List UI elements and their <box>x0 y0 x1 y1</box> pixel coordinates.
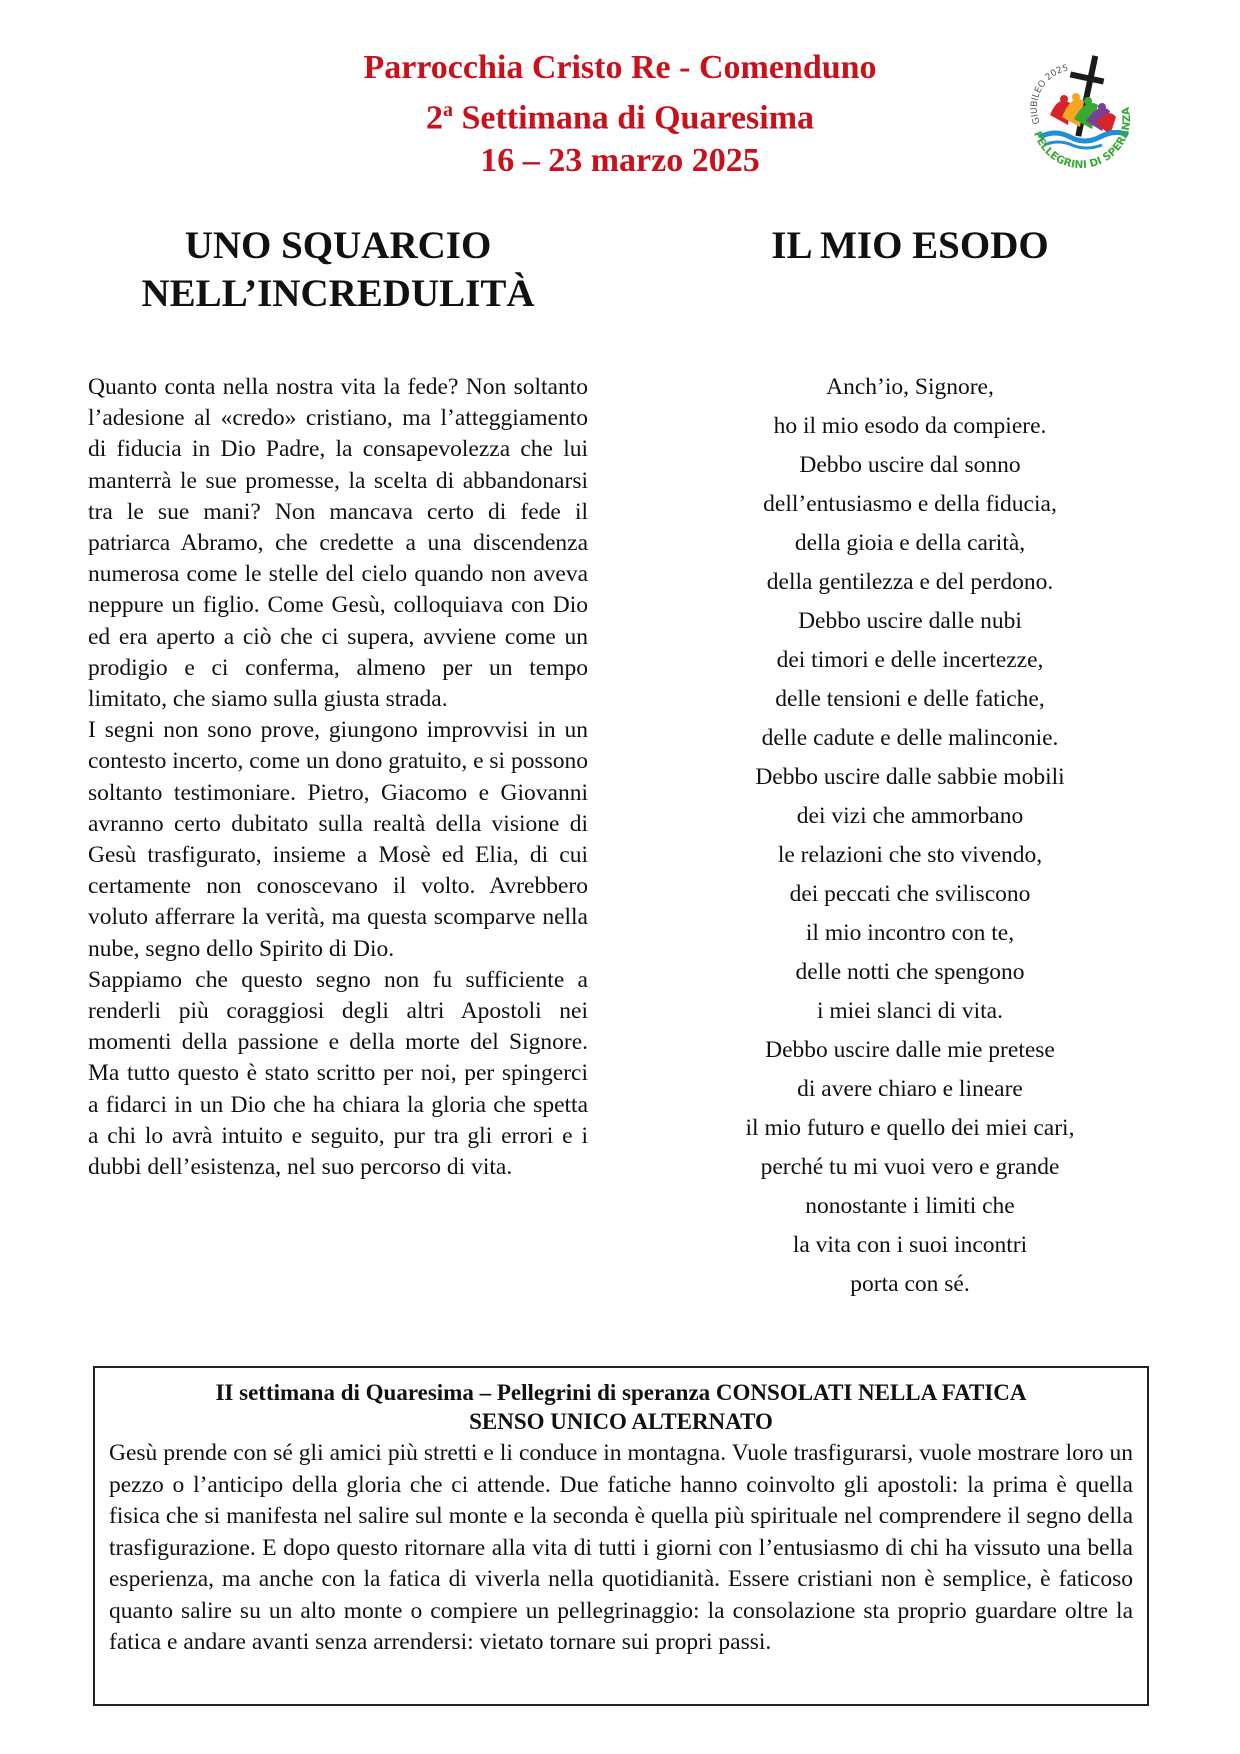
poem-line: ho il mio esodo da compiere. <box>773 413 1047 439</box>
poem-line: dell’entusiasmo e della fiducia, <box>763 491 1057 517</box>
poem-line: il mio incontro con te, <box>805 920 1015 946</box>
poem-line: il mio futuro e quello dei miei cari, <box>745 1115 1075 1141</box>
poem-line: Debbo uscire dalle nubi <box>798 608 1022 634</box>
poem-title: IL MIO ESODO <box>771 224 1049 267</box>
reflection-title-line1: II settimana di Quaresima – Pellegrini di speranza CONSOLATI NELLA FATICA <box>215 1380 1027 1405</box>
reflection-box <box>93 1366 1149 1706</box>
poem-line: delle notti che spengono <box>795 959 1025 985</box>
poem-line: i miei slanci di vita. <box>816 998 1003 1024</box>
poem-line: perché tu mi vuoi vero e grande <box>760 1154 1060 1180</box>
week-number: 2 <box>425 99 443 137</box>
jubilee-logo <box>1010 45 1140 175</box>
poem-line: dei peccati che sviliscono <box>789 881 1031 907</box>
poem-line: delle tensioni e delle fatiche, <box>775 686 1045 712</box>
poem-line: dei timori e delle incertezze, <box>776 647 1044 673</box>
logo-motto-text: PELLEGRINI DI SPERANZA <box>1031 106 1134 172</box>
left-column <box>88 222 588 1183</box>
left-article-title <box>88 222 588 318</box>
poem-line: Debbo uscire dalle sabbie mobili <box>755 764 1065 790</box>
poem-line: dei vizi che ammorbano <box>796 803 1024 829</box>
left-article-body <box>88 372 588 1183</box>
poem-line: della gioia e della carità, <box>794 530 1026 556</box>
parish-name: Parrocchia Cristo Re - Comenduno <box>363 49 877 86</box>
poem-line: porta con sé. <box>850 1271 970 1297</box>
poem-line: della gentilezza e del perdono. <box>766 569 1054 595</box>
left-title-line2: NELL’INCREDULITÀ <box>141 272 535 315</box>
poem-body <box>700 368 1120 1304</box>
left-title-line1: UNO SQUARCIO <box>184 224 492 267</box>
reflection-text: Gesù prende con sé gli amici più stretti e li conduce in montagna. Vuole trasfigurarsi, vuole mostrare loro un pezzo o l’anticipo della gloria che ci attende. Due fatiche hanno coinvolto gli apostoli: la prima è quella fisica che si manifesta nel salire sul monte e la seconda è quella più spirituale nel comprendere il segno della trasfigurazione. E dopo questo ritornare alla vita di tutti i giorni con l’entusiasmo di chi ha vissuto una bella esperienza, ma anche con la fatica di viverla nella quotidianità. Essere cristiani non è semplice, è faticoso quanto salire su un alto monte o compiere un pellegrinaggio: la consolazione sta proprio guardare oltre la fatica e andare avanti senza arrendersi: vietato tornare sui propri passi. <box>109 1440 1133 1655</box>
poem-line: Anch’io, Signore, <box>826 374 994 400</box>
poem-line: di avere chiaro e lineare <box>797 1076 1023 1102</box>
poem-line: Debbo uscire dal sonno <box>799 452 1021 478</box>
poem-line: Debbo uscire dalle mie pretese <box>765 1037 1055 1063</box>
jubilee-logo-graphic <box>1010 45 1140 175</box>
article-paragraph: I segni non sono prove, giungono improvvisi in un contesto incerto, come un dono gratuito, e si possono soltanto testimoniare. Pietro, Giacomo e Giovanni avranno certo dubitato sulla realtà della visione di Gesù trasfigurato, insieme a Mosè ed Elia, di cui certamente non conoscevano il volto. Avrebbero voluto afferrare la verità, ma questa scomparve nella nube, segno dello Spirito di Dio. <box>88 717 588 962</box>
date-range: 16 – 23 marzo 2025 <box>480 142 760 180</box>
page-header <box>260 46 980 182</box>
poem-line: delle cadute e delle malinconie. <box>761 725 1059 751</box>
week-title <box>260 89 980 139</box>
week-ordinal: a <box>442 99 453 121</box>
week-label: Settimana di Quaresima <box>452 99 815 137</box>
poem-line: nonostante i limiti che <box>805 1193 1015 1219</box>
right-column <box>700 222 1120 1304</box>
poem-line: la vita con i suoi incontri <box>792 1232 1028 1258</box>
reflection-title-line2: SENSO UNICO ALTERNATO <box>469 1409 773 1434</box>
reflection-box-title <box>109 1378 1133 1436</box>
poem-line: le relazioni che sto vivendo, <box>777 842 1043 868</box>
article-paragraph: Sappiamo che questo segno non fu sufficiente a renderli più coraggiosi degli altri Apostoli nei momenti della passione e della morte del Signore. Ma tutto questo è stato scritto per noi, per spingerci a fidarci in un Dio che ha chiara la gloria che spetta a chi lo avrà intuito e seguito, pur tra gli errori e i dubbi dell’esistenza, nel suo percorso di vita. <box>88 966 588 1181</box>
article-paragraph: Quanto conta nella nostra vita la fede? Non soltanto l’adesione al «credo» cristiano, ma l’atteggiamento di fiducia in Dio Padre, la consapevolezza che lui manterrà le sue promesse, la scelta di abbandonarsi tra le sue mani? Non mancava certo di fede il patriarca Abramo, che credette a una discendenza numerosa come le stelle del cielo quando non aveva neppure un figlio. Come Gesù, colloquiava con Dio ed era aperto a ciò che ci supera, avviene come un prodigio e ci conferma, almeno per un tempo limitato, che siamo sulla giusta strada. <box>88 374 588 713</box>
logo-year-text: GIUBILEO 2025 <box>1029 63 1070 126</box>
